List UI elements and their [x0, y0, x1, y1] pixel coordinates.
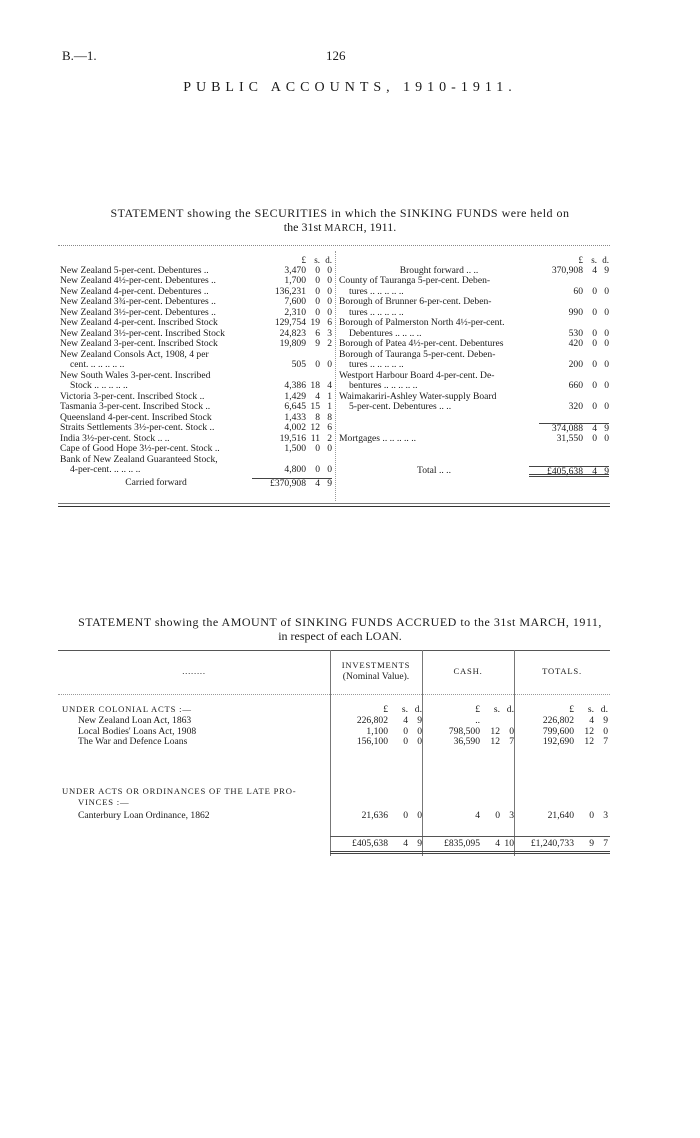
left-security-row: [60, 381, 332, 392]
totals-top-rule: [330, 836, 610, 837]
security-description: Borough of Tauranga 5-per-cent. Deben-: [339, 349, 496, 360]
loan-row: [62, 810, 610, 821]
totals-double-rule: [330, 851, 610, 854]
loan-description: Local Bodies' Loans Act, 1908: [78, 725, 197, 737]
total-pounds: 192,690: [542, 736, 574, 747]
right-security-row: [339, 402, 609, 413]
security-pence: 0: [604, 401, 609, 412]
group-label-provincial-ordinances: UNDER ACTS OR ORDINANCES OF THE LATE PRO-: [62, 786, 297, 796]
total-shillings: 12: [584, 725, 594, 737]
group-label-provincial-ordinances-cont: VINCES :—: [78, 797, 130, 807]
pence-header: d.: [325, 255, 332, 265]
grand-total-tot-s: 9: [589, 838, 594, 849]
security-shillings: 12: [310, 422, 320, 433]
grand-total-inv: £405,638: [352, 838, 388, 849]
securities-title-year: , 1911.: [363, 220, 397, 234]
shillings-header: s.: [587, 704, 594, 715]
investment-shillings: 0: [403, 736, 408, 747]
security-pounds: 374,088: [539, 423, 583, 434]
security-pence: [597, 413, 609, 424]
grand-total-cash-d: 10: [504, 838, 514, 849]
security-shillings: 0: [592, 432, 597, 444]
shillings-header: s.: [401, 704, 408, 715]
carried-forward-row: [60, 478, 332, 489]
security-pence: 0: [327, 264, 332, 276]
investment-pence: 0: [417, 725, 422, 737]
security-description: Westport Harbour Board 4-per-cent. De-: [339, 370, 495, 381]
securities-title: [60, 206, 620, 236]
right-security-row: [339, 360, 609, 371]
security-shillings: 8: [315, 411, 320, 423]
left-security-row: [60, 465, 332, 476]
total-shillings: 12: [584, 736, 594, 747]
group-label-colonial-acts: UNDER COLONIAL ACTS :—: [62, 704, 192, 714]
security-pounds: 4,800: [284, 464, 306, 475]
security-shillings: 19: [310, 317, 320, 328]
securities-table: [58, 245, 610, 507]
security-description: New Zealand 4-per-cent. Inscribed Stock: [60, 318, 218, 328]
security-pence: [597, 318, 609, 329]
investment-pounds: 1,100: [366, 725, 388, 737]
security-description: New Zealand 3-per-cent. Inscribed Stock: [60, 339, 218, 349]
page-title: PUBLIC ACCOUNTS, 1910-1911.: [183, 80, 517, 95]
grand-totals-row: [62, 838, 610, 849]
security-pounds: 19,809: [279, 338, 306, 349]
security-description: Borough of Brunner 6-per-cent. Deben-: [339, 297, 492, 307]
investments-header: [330, 660, 422, 682]
shillings-header: s.: [591, 255, 597, 265]
cash-pence: 7: [509, 736, 514, 747]
security-pounds: [539, 276, 583, 287]
security-pence: 6: [327, 422, 332, 433]
nominal-value-label: (Nominal Value).: [342, 671, 410, 682]
security-pence: 1: [327, 390, 332, 402]
security-pounds: [539, 318, 583, 329]
pence-header: d.: [602, 255, 609, 265]
security-description: Debentures .. .. .. ..: [349, 328, 422, 339]
pence-header: d.: [414, 704, 422, 715]
investment-shillings: 0: [403, 725, 408, 737]
left-security-row: [60, 423, 332, 434]
security-pence: 8: [327, 411, 332, 423]
security-shillings: 0: [315, 275, 320, 286]
currency-header: [339, 255, 609, 266]
security-pounds: 505: [291, 359, 306, 370]
total-pence: 0: [603, 725, 608, 737]
left-security-row: [60, 360, 332, 371]
page-reference: B.—1.: [62, 48, 97, 63]
pounds-header: £: [578, 255, 583, 265]
investment-pounds: 226,802: [356, 715, 388, 726]
security-pence: 0: [327, 285, 332, 297]
grand-total-tot: £1,240,733: [530, 838, 574, 849]
security-pounds: 990: [568, 306, 583, 318]
security-description: Victoria 3-per-cent. Inscribed Stock ..: [60, 391, 205, 402]
total-pounds: £405,638: [529, 466, 583, 477]
security-shillings: 9: [315, 338, 320, 349]
securities-right-rows: [339, 266, 609, 445]
security-shillings: 4: [583, 423, 597, 434]
right-security-row: [339, 297, 609, 308]
security-pence: 2: [327, 432, 332, 444]
security-description: New Zealand 4-per-cent. Debentures ..: [60, 286, 209, 297]
investment-shillings: 4: [403, 715, 408, 726]
loan-row: [62, 736, 610, 747]
security-shillings: 4: [315, 390, 320, 402]
left-security-row: [60, 276, 332, 287]
security-pounds: [539, 297, 583, 308]
security-pounds: 320: [568, 401, 583, 412]
right-security-row: [339, 381, 609, 392]
right-security-row: [339, 276, 609, 287]
security-shillings: 0: [592, 359, 597, 370]
security-description: County of Tauranga 5-per-cent. Deben-: [339, 276, 491, 286]
table-top-rule: [58, 245, 610, 246]
security-description: New Zealand Consols Act, 1908, 4 per: [60, 349, 209, 360]
security-pence: 0: [327, 443, 332, 454]
security-pence: 0: [327, 275, 332, 286]
total-shillings: 4: [589, 715, 594, 726]
right-security-row: [339, 434, 609, 445]
securities-left-column: [60, 255, 332, 488]
security-pence: 0: [604, 380, 609, 391]
security-pence: 1: [327, 401, 332, 412]
total-pence: 9: [603, 715, 608, 726]
security-pounds: 420: [568, 338, 583, 349]
security-pounds: 6,645: [284, 401, 306, 412]
security-pounds: 31,550: [556, 432, 583, 444]
security-shillings: 6: [315, 327, 320, 339]
security-pence: 0: [327, 359, 332, 370]
security-description: tures .. .. .. .. ..: [349, 286, 404, 297]
security-pounds: 370,908: [551, 264, 583, 276]
security-shillings: 0: [592, 285, 597, 297]
security-pence: 3: [327, 327, 332, 339]
security-description: Borough of Palmerston North 4½-per-cent.: [339, 318, 505, 328]
totals-header: TOTALS.: [542, 666, 582, 676]
security-shillings: 0: [592, 327, 597, 339]
cash-shillings: 0: [495, 810, 500, 821]
security-pounds: [539, 413, 583, 424]
security-description: Stock .. .. .. .. ..: [70, 381, 128, 391]
security-description: Waimakariri-Ashley Water-supply Board: [339, 391, 497, 402]
security-pounds: 136,231: [274, 285, 306, 297]
security-pence: 0: [604, 327, 609, 339]
investment-pence: 9: [417, 715, 422, 726]
security-shillings: [583, 413, 597, 424]
carried-forward-pounds: £370,908: [252, 478, 306, 489]
security-pence: 0: [604, 306, 609, 318]
security-pounds: 24,823: [279, 327, 306, 339]
right-security-row: [339, 339, 609, 350]
page-number: 126: [326, 48, 346, 63]
cash-pounds: ..: [475, 715, 480, 726]
security-description: Queensland 4-per-cent. Inscribed Stock: [60, 412, 212, 423]
right-security-row: [339, 423, 609, 434]
right-security-row: [339, 308, 609, 319]
security-description: 4-per-cent. .. .. .. ..: [70, 465, 141, 475]
security-description: New Zealand 3½-per-cent. Debentures ..: [60, 307, 216, 318]
security-shillings: 0: [315, 285, 320, 297]
security-shillings: 4: [592, 264, 597, 276]
security-description: bentures .. .. .. .. ..: [349, 381, 418, 391]
loan-description: New Zealand Loan Act, 1863: [78, 715, 192, 726]
security-description: New South Wales 3-per-cent. Inscribed: [60, 370, 211, 381]
security-shillings: 0: [592, 306, 597, 318]
carried-forward-pence: 9: [320, 478, 332, 489]
security-description: cent. .. .. .. .. ..: [70, 360, 125, 370]
total-label: Total .. ..: [417, 466, 451, 476]
security-shillings: 11: [310, 432, 320, 444]
security-description: Tasmania 3-per-cent. Inscribed Stock ..: [60, 402, 211, 412]
cash-pounds: 4: [475, 810, 480, 821]
total-shillings: 4: [583, 466, 597, 477]
security-pence: 0: [327, 296, 332, 307]
investment-pounds: 156,100: [356, 736, 388, 747]
total-pence: 7: [603, 736, 608, 747]
header-bottom-rule: [58, 694, 610, 695]
security-pence: 0: [327, 306, 332, 318]
currency-header: [60, 255, 332, 266]
cash-pounds: 798,500: [448, 725, 480, 737]
shillings-header: s.: [314, 255, 320, 265]
total-pence: 9: [597, 466, 609, 477]
security-pounds: 7,600: [284, 296, 306, 307]
security-description: 5-per-cent. Debentures .. ..: [349, 402, 452, 412]
grand-total-cash: £835,095: [444, 838, 480, 849]
accrued-title-line1: STATEMENT showing the AMOUNT of SINKING FUNDS ACCRUED to the 31st MARCH, 1911,: [78, 615, 602, 629]
table-top-rule: [58, 650, 610, 651]
table-bottom-rule: [58, 506, 610, 507]
security-description: Bank of New Zealand Guaranteed Stock,: [60, 454, 218, 465]
security-pounds: 530: [568, 327, 583, 339]
security-pounds: 1,429: [284, 390, 306, 402]
security-pounds: 1,433: [284, 411, 306, 423]
security-description: New Zealand 3½-per-cent. Inscribed Stock: [60, 328, 225, 339]
security-description: New Zealand 5-per-cent. Debentures ..: [60, 265, 209, 276]
right-security-row: [339, 413, 609, 424]
pence-header: d.: [600, 704, 608, 715]
security-shillings: [583, 276, 597, 287]
investment-shillings: 0: [403, 810, 408, 821]
total-pounds: 226,802: [542, 715, 574, 726]
column-divider: [422, 650, 423, 856]
cash-pence: 0: [509, 725, 514, 737]
security-pounds: 1,500: [284, 443, 306, 454]
security-shillings: 0: [315, 359, 320, 370]
left-security-row: [60, 444, 332, 455]
pounds-header: £: [383, 704, 388, 715]
security-shillings: [583, 318, 597, 329]
right-security-row: [339, 287, 609, 298]
security-description: Straits Settlements 3½-per-cent. Stock ..: [60, 423, 215, 433]
pounds-header: £: [475, 704, 480, 715]
security-pence: [597, 297, 609, 308]
security-pounds: 200: [568, 359, 583, 370]
securities-right-column: [339, 255, 609, 477]
security-pence: 2: [327, 338, 332, 349]
security-pounds: 4,386: [284, 380, 306, 391]
investment-pence: 0: [417, 736, 422, 747]
grand-total-tot-d: 7: [603, 838, 608, 849]
security-pence: 4: [327, 380, 332, 391]
security-pence: 0: [327, 464, 332, 475]
security-pounds: 4,002: [284, 422, 306, 433]
security-shillings: 0: [315, 296, 320, 307]
security-pounds: 60: [573, 285, 583, 297]
security-description: New Zealand 3¾-per-cent. Debentures ..: [60, 297, 216, 307]
security-description: Borough of Patea 4½-per-cent. Debentures: [339, 339, 504, 349]
security-description: India 3½-per-cent. Stock .. ..: [60, 433, 170, 444]
accrued-table: [58, 650, 610, 856]
security-pence: 0: [604, 285, 609, 297]
column-divider: [335, 251, 336, 501]
security-shillings: [583, 297, 597, 308]
security-pounds: 129,754: [274, 317, 306, 328]
securities-title-month: MARCH: [324, 223, 364, 234]
right-security-row: [339, 318, 609, 329]
security-pounds: 19,516: [279, 432, 306, 444]
security-pence: 6: [327, 317, 332, 328]
total-shillings: 0: [589, 810, 594, 821]
security-shillings: 0: [315, 306, 320, 318]
securities-title-line1: STATEMENT showing the SECURITIES in which the SINKING FUNDS were held on: [110, 206, 570, 220]
cash-header: CASH.: [453, 666, 483, 676]
pence-header: d.: [506, 704, 514, 715]
carried-forward-shillings: 4: [306, 478, 320, 489]
investment-pounds: 21,636: [361, 810, 388, 821]
securities-title-date-prefix: the 31st: [283, 220, 322, 234]
security-shillings: 0: [592, 338, 597, 349]
security-description: New Zealand 4½-per-cent. Debentures ..: [60, 276, 216, 286]
cash-pounds: 36,590: [453, 736, 480, 747]
security-description: tures .. .. .. .. ..: [349, 360, 404, 370]
security-shillings: 0: [315, 264, 320, 276]
security-description: [339, 413, 539, 424]
left-security-row: [60, 318, 332, 329]
table-bottom-rule-thin: [58, 503, 610, 504]
security-shillings: 0: [315, 464, 320, 475]
total-pounds: 21,640: [547, 810, 574, 821]
securities-left-rows: [60, 266, 332, 476]
pounds-header: £: [569, 704, 574, 715]
loan-description: The War and Defence Loans: [78, 736, 188, 747]
security-pence: 9: [604, 264, 609, 276]
investments-header-label: INVESTMENTS: [341, 660, 411, 670]
security-shillings: 15: [310, 401, 320, 412]
left-security-row: [60, 339, 332, 350]
security-pounds: 660: [568, 380, 583, 391]
cash-pence: 3: [509, 810, 514, 821]
grand-total-cash-s: 4: [495, 838, 500, 849]
security-pence: 0: [604, 359, 609, 370]
grand-total-inv-s: 4: [403, 838, 408, 849]
total-row: [339, 466, 609, 477]
security-pounds: 1,700: [284, 275, 306, 286]
grand-total-inv-d: 9: [417, 838, 422, 849]
shillings-header: s.: [493, 704, 500, 715]
left-security-row: [60, 297, 332, 308]
security-description: tures .. .. .. .. ..: [349, 307, 404, 318]
security-pounds: 2,310: [284, 306, 306, 318]
pounds-header: £: [301, 255, 306, 265]
security-pence: 0: [604, 432, 609, 444]
right-security-row: [339, 266, 609, 277]
security-description: Brought forward .. ..: [399, 265, 479, 276]
loan-row: [62, 715, 610, 726]
securities-title-line2: [60, 220, 620, 236]
security-description: Mortgages .. .. .. .. ..: [339, 433, 417, 444]
security-shillings: 0: [592, 380, 597, 391]
total-pence: 3: [603, 810, 608, 821]
security-pence: [597, 276, 609, 287]
accrued-title: [60, 615, 620, 643]
column-divider: [514, 650, 515, 856]
loan-row: [62, 726, 610, 737]
security-shillings: 0: [592, 401, 597, 412]
security-shillings: 18: [310, 380, 320, 391]
total-pounds: 799,600: [542, 725, 574, 737]
cash-shillings: 12: [490, 736, 500, 747]
carried-forward-label: Carried forward: [125, 477, 187, 488]
security-description: [339, 423, 539, 434]
security-shillings: 0: [315, 443, 320, 454]
security-pounds: 3,470: [284, 264, 306, 276]
security-description: Cape of Good Hope 3½-per-cent. Stock ..: [60, 444, 220, 454]
particulars-header: ........: [182, 666, 206, 676]
security-pence: 9: [597, 423, 609, 434]
left-security-row: [60, 402, 332, 413]
accrued-title-line2: in respect of each LOAN.: [278, 629, 402, 643]
loan-description: Canterbury Loan Ordinance, 1862: [78, 810, 210, 821]
cash-shillings: 12: [490, 725, 500, 737]
investment-pence: 0: [417, 810, 422, 821]
security-pence: 0: [604, 338, 609, 349]
